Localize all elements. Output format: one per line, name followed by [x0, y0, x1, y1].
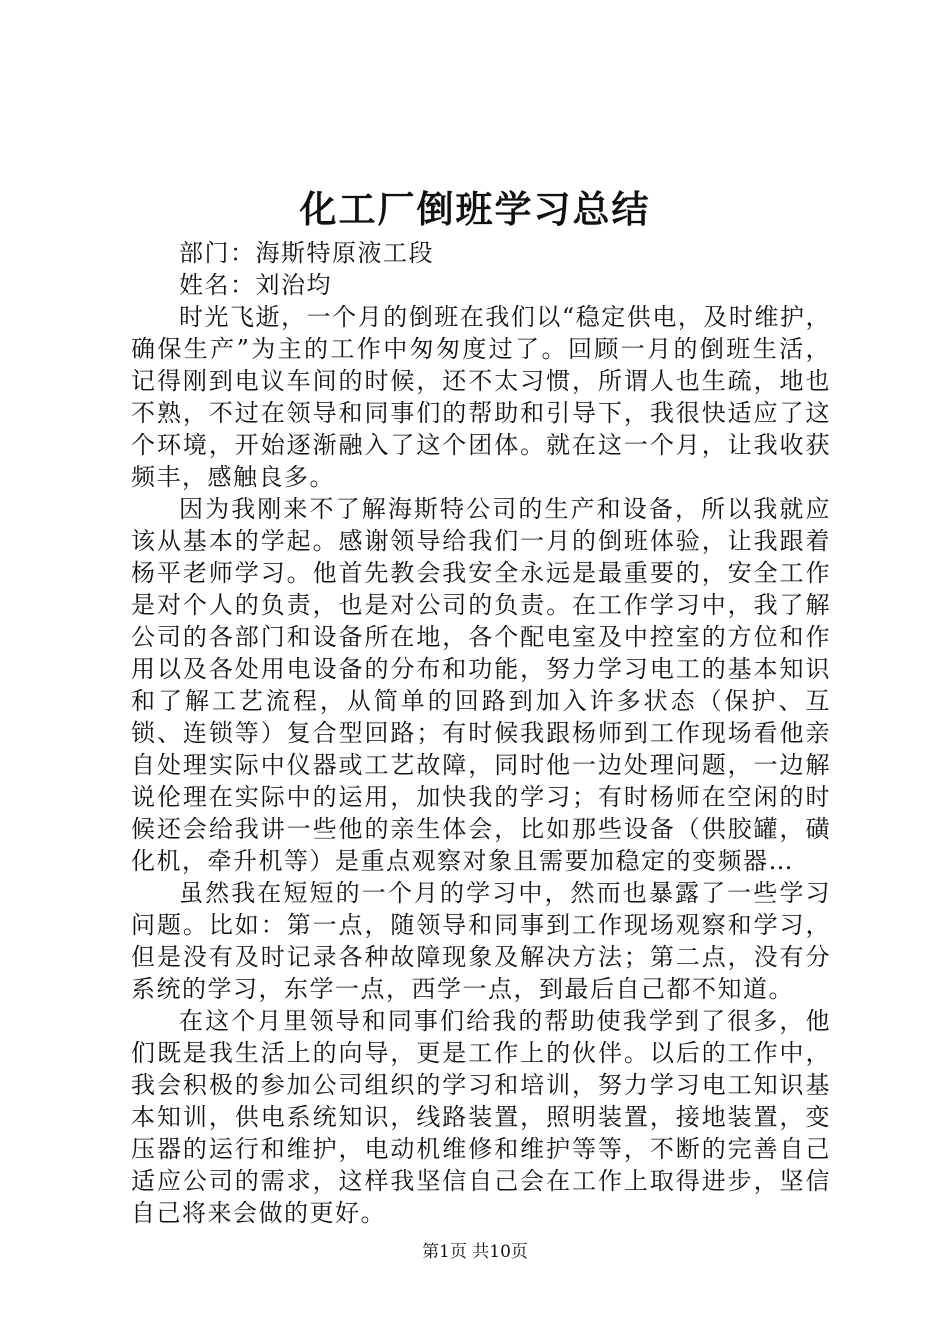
paragraph-1: 时光飞逝，一个月的倒班在我们以“稳定供电，及时维护，确保生产”为主的工作中匆匆度过了。回顾一月的倒班生活，记得刚到电议车间的时候，还不太习惯，所谓人也生疏，地也不熟，不过在领导和同事们的帮助和引导下，我很快适应了这个环境，开始逐渐融入了这个团体。就在这一个月，让我收获频丰，感触良多。 — [131, 303, 831, 491]
page-footer: 第1页 共10页 — [422, 1242, 528, 1262]
paragraph-4: 在这个月里领导和同事们给我的帮助使我学到了很多，他们既是我生活上的向导，更是工作上的伙伴。以后的工作中，我会积极的参加公司组织的学习和培训，努力学习电工知识基本知训，供电系统知识，线路装置，照明装置，接地装置，变压器的运行和维护，电动机维修和维护等等，不断的完善自己适应公司的需求，这样我坚信自己会在工作上取得进步，坚信自己将来会做的更好。 — [131, 1007, 831, 1227]
document-body — [131, 237, 831, 1229]
paragraph-2: 因为我刚来不了解海斯特公司的生产和设备，所以我就应该从基本的学起。感谢领导给我们一月的倒班体验，让我跟着杨平老师学习。他首先教会我安全永远是最重要的，安全工作是对个人的负责，也是对公司的负责。在工作学习中，我了解公司的各部门和设备所在地，各个配电室及中控室的方位和作用以及各处用电设备的分布和功能，努力学习电工的基本知识和了解工艺流程，从简单的回路到加入许多状态（保护、互锁、连锁等）复合型回路；有时候我跟杨师到工作现场看他亲自处理实际中仪器或工艺故障，同时他一边处理问题，一边解说伦理在实际中的运用，加快我的学习；有时杨师在空闲的时候还会给我讲一些他的亲生体会，比如那些设备（供胶罐，磺化机，牵升机等）是重点观察对象且需要加稳定的变频器… — [131, 495, 831, 875]
name-line: 姓名：刘治均 — [179, 271, 332, 299]
department-line: 部门：海斯特原液工段 — [179, 239, 434, 267]
paragraph-3: 虽然我在短短的一个月的学习中，然而也暴露了一些学习问题。比如：第一点，随领导和同事到工作现场观察和学习，但是没有及时记录各种故障现象及解决方法；第二点，没有分系统的学习，东学一点，西学一点，到最后自己都不知道。 — [131, 879, 831, 1003]
document-title: 化工厂倒班学习总结 — [299, 187, 651, 231]
